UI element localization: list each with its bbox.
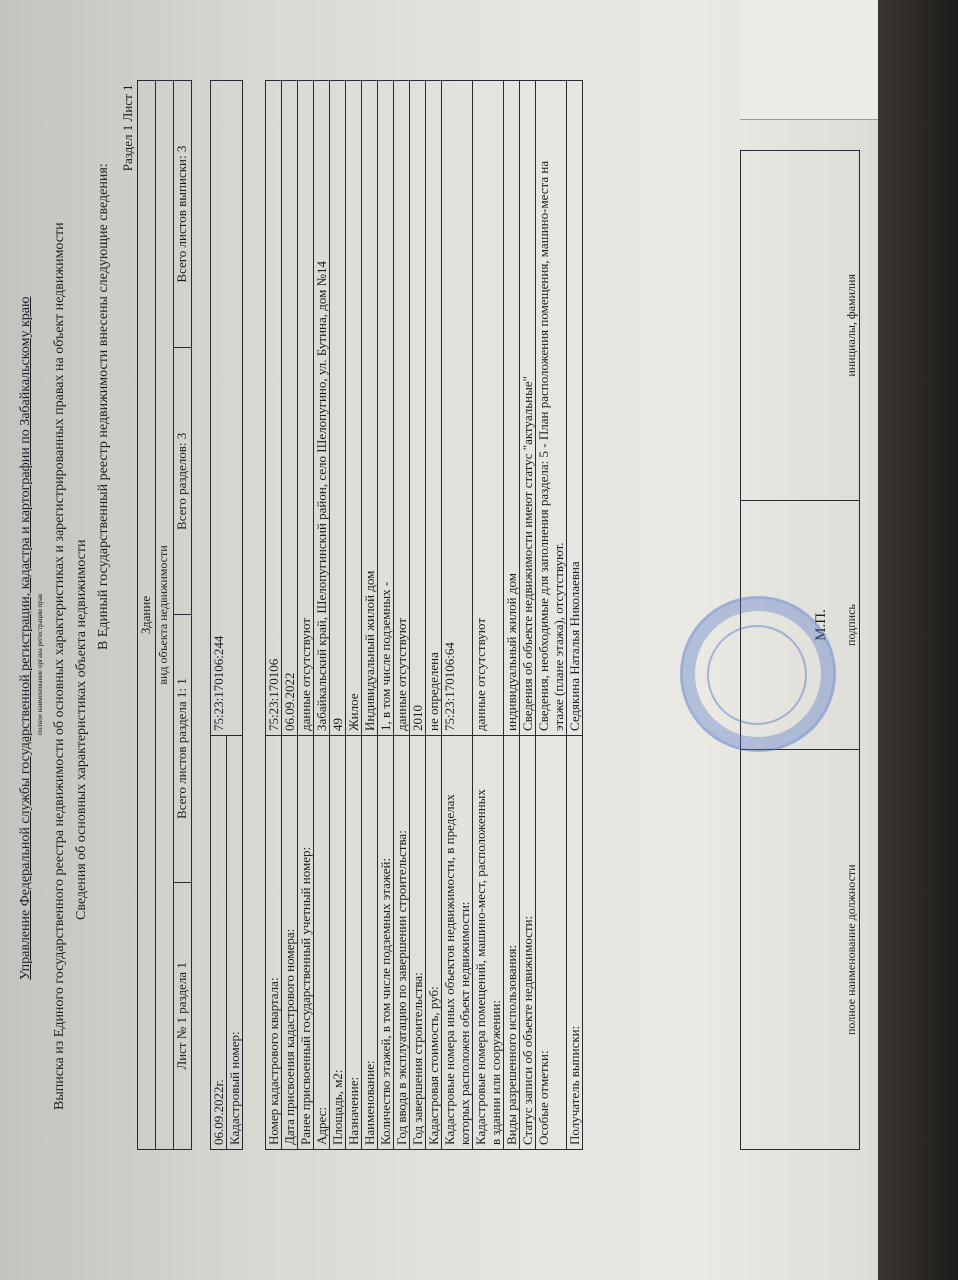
field-value-notes (536, 81, 567, 736)
paper-corner (740, 0, 878, 120)
table-row (426, 81, 442, 1150)
field-label: Номер кадастрового квартала: (266, 736, 282, 1150)
signature-caption: подпись (844, 604, 858, 646)
field-label: Получатель выписки: (567, 736, 583, 1150)
document-title: Выписка из Единого государственного реестра недвижимости об основных характеристиках и зарегистрированных правах на объект недвижимости (52, 222, 67, 1110)
table-row (314, 81, 330, 1150)
table-row (536, 81, 567, 1150)
field-label: Особые отметки: (536, 736, 567, 1150)
field-value: данные отсутствуют (473, 81, 504, 736)
position-cell (741, 750, 860, 1150)
organization-name: Управление Федеральной службы государственной регистрации, кадастра и картографии по Забайкальскому краю (18, 296, 33, 980)
field-label: Виды разрешенного использования: (504, 736, 520, 1150)
field-value: Жилое (346, 81, 362, 736)
field-value: индивидуальный жилой дом (504, 81, 520, 736)
field-value: 2010 (410, 81, 426, 736)
table-surface (876, 0, 958, 1280)
spacer-row (243, 81, 266, 1150)
field-value: 75:23:170106:64 (442, 81, 473, 736)
field-value: Сведения об объекте недвижимости имеют статус "актуальные" (520, 81, 536, 736)
label-line: Кадастровые номера помещений, машино-мест, расположенных (473, 789, 488, 1145)
header-table (120, 80, 192, 1150)
cadastral-number-label: Кадастровый номер: (227, 736, 243, 1150)
object-type: Здание (138, 81, 156, 1150)
date-cell: 06.09.2022г. (211, 736, 227, 1150)
section-header: Раздел 1 Лист 1 (120, 81, 138, 1150)
field-label: Ранее присвоенный государственный учетный номер: (298, 736, 314, 1150)
field-label: Количество этажей, в том числе подземных этажей: (378, 736, 394, 1150)
value-line: этаже (плане этажа), отсутствуют. (551, 542, 566, 731)
field-value: 1, в том числе подземных - (378, 81, 394, 736)
field-value: 06.09.2022 (282, 81, 298, 736)
label-line: в здании или сооружении: (488, 1000, 503, 1145)
field-value: 49 (330, 81, 346, 736)
total-sheets: Всего листов выписки: 3 (174, 81, 192, 348)
field-value: Седякина Наталья Николаевна (567, 81, 583, 736)
field-label: Год завершения строительства: (410, 736, 426, 1150)
initials-cell (741, 151, 860, 501)
table-row (520, 81, 536, 1150)
field-label: Наименование: (362, 736, 378, 1150)
cadastral-number-value-cell (211, 81, 243, 736)
table-row (567, 81, 583, 1150)
organization-caption: полное наименование органа регистрации прав (36, 593, 44, 735)
field-label: Назначение: (346, 736, 362, 1150)
field-value: данные отсутствуют (394, 81, 410, 736)
label-line: которых расположен объект недвижимости: (457, 901, 472, 1145)
field-value: Забайкальский край, Шелопугинский район, село Шелопугино, ул. Бутина, дом №14 (314, 81, 330, 736)
field-label: Адрес: (314, 736, 330, 1150)
table-row (378, 81, 394, 1150)
field-value: данные отсутствуют (298, 81, 314, 736)
field-label: Кадастровая стоимость, руб: (426, 736, 442, 1150)
field-label-other-objects (442, 736, 473, 1150)
table-row (266, 81, 282, 1150)
table-row (504, 81, 520, 1150)
sheet-number: Лист № 1 раздела 1 (174, 882, 192, 1149)
field-label: Статус записи об объекте недвижимости: (520, 736, 536, 1150)
field-value: 75:23:170106 (266, 81, 282, 736)
value-line: Сведения, необходимые для заполнения раздела: 5 - План расположения помещения, машино-места на (536, 160, 551, 731)
intro-text: В Единый государственный реестр недвижимости внесены следующие сведения: (96, 163, 111, 650)
initials-caption: инициалы, фамилия (844, 274, 858, 377)
total-sheets-section: Всего листов раздела 1: 1 (174, 615, 192, 882)
stamp-inner-ring (707, 625, 807, 725)
table-row (298, 81, 314, 1150)
details-table (210, 80, 583, 1150)
seal-label: М.П. (813, 609, 829, 641)
table-row (346, 81, 362, 1150)
official-stamp (680, 596, 836, 752)
field-value: не определена (426, 81, 442, 736)
position-caption: полное наименование должности (844, 864, 858, 1036)
table-row (394, 81, 410, 1150)
field-value: Индивидуальный жилой дом (362, 81, 378, 736)
object-type-caption: вид объекта недвижимости (156, 81, 174, 1150)
cadastral-number-value: 75:23:170106:244 (211, 635, 226, 731)
table-row (410, 81, 426, 1150)
document-subtitle: Сведения об основных характеристиках объекта недвижимости (74, 539, 89, 920)
table-row (473, 81, 504, 1150)
field-label-premises (473, 736, 504, 1150)
total-sections: Всего разделов: 3 (174, 348, 192, 615)
table-row (442, 81, 473, 1150)
field-label: Площадь, м2: (330, 736, 346, 1150)
label-line: Кадастровые номера иных объектов недвижимости, в пределах (442, 794, 457, 1145)
field-label: Год ввода в эксплуатацию по завершении строительства: (394, 736, 410, 1150)
table-row (362, 81, 378, 1150)
field-label: Дата присвоения кадастрового номера: (282, 736, 298, 1150)
table-row (330, 81, 346, 1150)
table-row (282, 81, 298, 1150)
